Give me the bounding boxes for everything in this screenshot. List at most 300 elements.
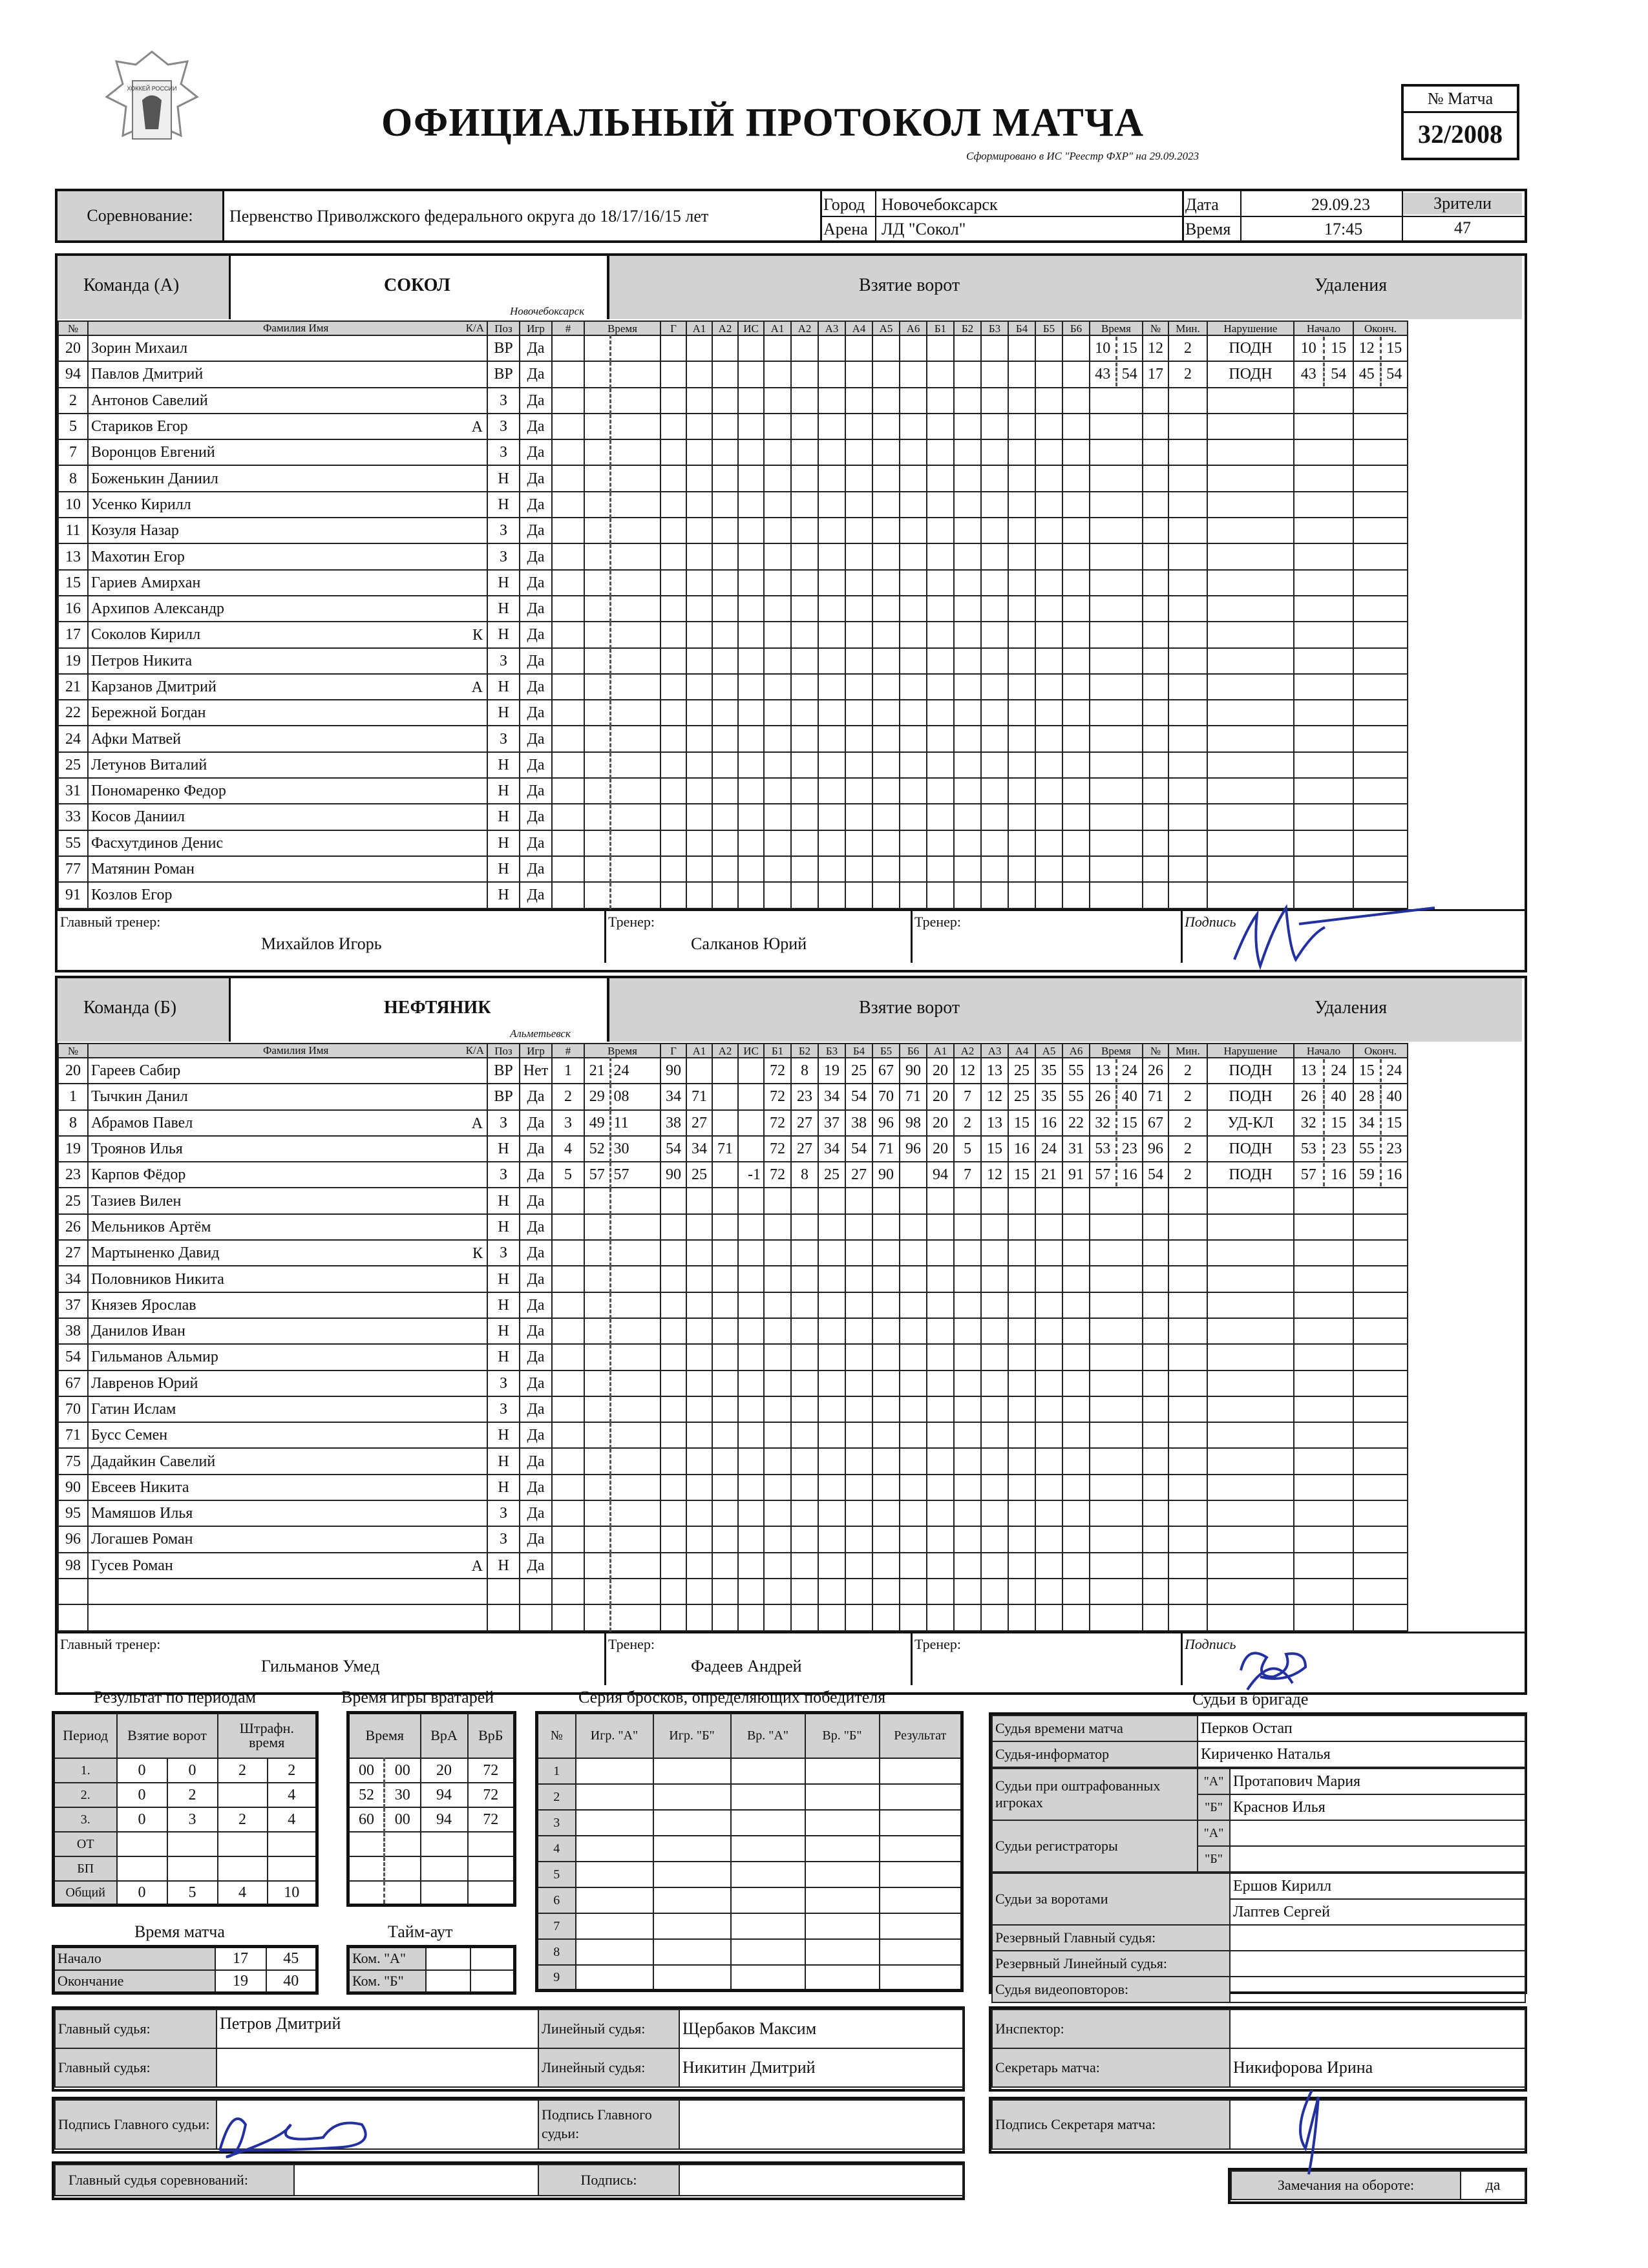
goal-on-ice xyxy=(791,361,818,387)
player-name-cell xyxy=(88,700,487,726)
goal-assist-1 xyxy=(686,804,712,830)
goal-opponent-on-ice xyxy=(1062,622,1090,647)
time-label: Время xyxy=(1185,220,1231,238)
player-played: Да xyxy=(520,570,552,596)
penalty-start-part: 10 xyxy=(1294,337,1325,360)
penalty-end-part: 55 xyxy=(1354,1137,1382,1160)
goal-time-min xyxy=(584,1188,610,1213)
reserve-main-label: Резервный Главный судья: xyxy=(992,1925,1230,1951)
goal-opponent-on-ice xyxy=(1008,1579,1035,1604)
goal-scorer xyxy=(660,882,686,908)
goal-scorer xyxy=(660,414,686,439)
penbox-b-tag: "Б" xyxy=(1198,1794,1230,1820)
player-played: Да xyxy=(520,622,552,647)
match-time-title: Время матча xyxy=(134,1922,225,1941)
goal-assist-2 xyxy=(712,622,738,647)
player-role: А xyxy=(471,1115,483,1132)
goal-opponent-on-ice xyxy=(981,1604,1008,1630)
player-played: Да xyxy=(520,492,552,518)
goal-assist-1: 34 xyxy=(686,1136,712,1162)
goal-opponent-on-ice xyxy=(1008,1422,1035,1448)
player-played: Да xyxy=(520,1526,552,1552)
goal-on-ice xyxy=(818,1318,845,1344)
goal-scorer: 90 xyxy=(660,1162,686,1188)
penalty-end xyxy=(1353,1526,1408,1552)
goal-opponent-on-ice xyxy=(954,674,981,700)
goal-on-ice xyxy=(872,1344,900,1370)
goal-on-ice xyxy=(791,726,818,751)
goal-opponent-on-ice xyxy=(981,674,1008,700)
goalie-h-time: Время xyxy=(348,1713,421,1758)
col-played: Игр xyxy=(520,1044,552,1058)
goal-opponent-on-ice xyxy=(981,1370,1008,1396)
goal-on-ice xyxy=(818,518,845,543)
goal-assist-1 xyxy=(686,1526,712,1552)
goal-assist-2 xyxy=(712,804,738,830)
player-number: 2 xyxy=(58,388,88,414)
goal-on-ice xyxy=(845,361,872,387)
player-played: Да xyxy=(520,388,552,414)
goal-opponent-on-ice xyxy=(1035,622,1062,647)
penalty-start-part: 54 xyxy=(1331,366,1347,383)
shootout-row xyxy=(537,1965,962,1991)
player-row xyxy=(58,1110,1408,1136)
goal-opponent-on-ice xyxy=(1035,388,1062,414)
player-row xyxy=(58,414,1408,439)
goal-on-ice: 27 xyxy=(791,1136,818,1162)
penalty-start xyxy=(1294,1344,1353,1370)
penalty-start xyxy=(1294,778,1353,804)
goal-on-ice xyxy=(900,752,927,778)
shootout-col: Игр. "А" xyxy=(576,1713,653,1758)
goal-opponent-on-ice xyxy=(1062,388,1090,414)
penalty-end xyxy=(1353,439,1408,465)
line-ref-label: Линейный судья: xyxy=(538,2010,679,2048)
goal-on-ice xyxy=(791,752,818,778)
penalty-end xyxy=(1353,1422,1408,1448)
goal-on-ice xyxy=(845,622,872,647)
goal-on-ice xyxy=(764,492,791,518)
goal-assist-2 xyxy=(712,1370,738,1396)
player-row xyxy=(58,726,1408,751)
goal-on-ice: 71 xyxy=(872,1136,900,1162)
goal-opponent-on-ice xyxy=(1035,804,1062,830)
penalty-minutes xyxy=(1168,1500,1207,1526)
goal-opponent-on-ice xyxy=(954,543,981,569)
goal-opponent-on-ice xyxy=(927,1448,954,1474)
goal-number xyxy=(552,752,584,778)
penalty-start xyxy=(1294,335,1353,361)
goal-opponent-on-ice: 35 xyxy=(1035,1084,1062,1109)
goalie-b: 72 xyxy=(468,1783,515,1807)
player-number: 96 xyxy=(58,1526,88,1552)
goal-on-ice xyxy=(872,674,900,700)
col-name xyxy=(88,321,487,335)
player-name: Гареев Сабир xyxy=(91,1062,181,1080)
goal-scorer xyxy=(660,1214,686,1240)
shootout-number: 4 xyxy=(537,1836,576,1862)
goal-on-ice: 72 xyxy=(764,1084,791,1109)
player-number: 10 xyxy=(58,492,88,518)
player-row xyxy=(58,492,1408,518)
player-position: Н xyxy=(487,700,520,726)
goal-opponent-on-ice xyxy=(1062,1266,1090,1292)
goal-opponent-on-ice xyxy=(981,856,1008,882)
goal-on-ice xyxy=(900,465,927,491)
penalty-minutes xyxy=(1168,648,1207,674)
pen-col-5: Оконч. xyxy=(1353,321,1408,335)
goal-on-ice xyxy=(818,752,845,778)
head-coach-label: Главный тренер: xyxy=(60,1635,161,1652)
goal-on-ice xyxy=(872,1240,900,1266)
goalie-h-b: ВрБ xyxy=(468,1713,515,1758)
goal-assist-2 xyxy=(712,1475,738,1500)
goal-assist-2 xyxy=(712,1058,738,1084)
player-position: Н xyxy=(487,492,520,518)
goal-opponent-on-ice xyxy=(927,1422,954,1448)
goal-opponent-on-ice xyxy=(1035,1292,1062,1318)
period-pim-b: 2 xyxy=(268,1758,317,1783)
shootout-cell xyxy=(880,1784,962,1810)
goal-opponent-on-ice xyxy=(981,439,1008,465)
goal-on-ice xyxy=(872,1266,900,1292)
team-b-section xyxy=(55,976,1527,1695)
line-ref-1: Щербаков Максим xyxy=(679,2010,963,2048)
goal-time-sec xyxy=(610,1553,660,1579)
penalty-end xyxy=(1353,1500,1408,1526)
player-position: Н xyxy=(487,778,520,804)
goal-scorer xyxy=(660,1292,686,1318)
player-played: Нет xyxy=(520,1058,552,1084)
goal-on-ice: 27 xyxy=(791,1110,818,1136)
goal-assist-2 xyxy=(712,439,738,465)
goal-assist-1 xyxy=(686,361,712,387)
goal-time-sec xyxy=(610,1448,660,1474)
player-number: 19 xyxy=(58,1136,88,1162)
player-name: Архипов Александр xyxy=(91,600,225,618)
goal-opponent-on-ice xyxy=(1035,778,1062,804)
goal-opponent-on-ice: 20 xyxy=(927,1110,954,1136)
goal-strength xyxy=(738,674,764,700)
goal-opponent-on-ice xyxy=(927,778,954,804)
penalty-end xyxy=(1353,1162,1408,1188)
player-row xyxy=(58,856,1408,882)
penalty-player xyxy=(1143,1266,1168,1292)
goalie-sec xyxy=(385,1832,421,1856)
period-row xyxy=(54,1783,317,1807)
goal-on-ice xyxy=(764,1370,791,1396)
shootout-table xyxy=(535,1711,964,1992)
goalie-min: 00 xyxy=(348,1758,385,1783)
penalty-start xyxy=(1294,570,1353,596)
goal-on-ice xyxy=(845,752,872,778)
goalie-sec: 00 xyxy=(385,1807,421,1832)
penalty-end xyxy=(1353,1553,1408,1579)
penalty-end-part: 23 xyxy=(1386,1140,1402,1157)
penalty-player xyxy=(1143,856,1168,882)
goal-time-sec xyxy=(610,1344,660,1370)
pen-col-4: Начало xyxy=(1294,1044,1353,1058)
goal-opponent-on-ice xyxy=(927,726,954,751)
goal-opponent-on-ice xyxy=(1008,1344,1035,1370)
goal-col-16: Б5 xyxy=(1035,321,1062,335)
pen-col-4: Начало xyxy=(1294,321,1353,335)
timekeeper-label: Судья времени матча xyxy=(992,1716,1198,1741)
penalty-player xyxy=(1143,1396,1168,1422)
penalty-player xyxy=(1143,1579,1168,1604)
goal-assist-2 xyxy=(712,882,738,908)
goal-opponent-on-ice: 21 xyxy=(1035,1162,1062,1188)
goal-opponent-on-ice xyxy=(927,518,954,543)
goal-on-ice: 8 xyxy=(791,1162,818,1188)
penalty-start xyxy=(1294,1188,1353,1213)
period-pim-b xyxy=(268,1856,317,1881)
player-name: Тазиев Вилен xyxy=(91,1192,182,1210)
goal-time-min xyxy=(584,1475,610,1500)
goal-col-5: ИС xyxy=(738,321,764,335)
player-name: Летунов Виталий xyxy=(91,756,207,773)
goal-assist-2: 71 xyxy=(712,1136,738,1162)
penalty-end xyxy=(1353,700,1408,726)
goal-opponent-on-ice xyxy=(927,1344,954,1370)
goal-strength xyxy=(738,492,764,518)
penalty-end xyxy=(1353,1579,1408,1604)
player-number: 67 xyxy=(58,1370,88,1396)
goal-opponent-on-ice xyxy=(927,1604,954,1630)
penalty-infraction xyxy=(1207,1370,1294,1396)
player-position: Н xyxy=(487,465,520,491)
goal-time-sec xyxy=(610,543,660,569)
goal-scorer xyxy=(660,700,686,726)
player-played: Да xyxy=(520,804,552,830)
goal-opponent-on-ice xyxy=(981,388,1008,414)
goal-assist-1 xyxy=(686,518,712,543)
goal-on-ice xyxy=(818,1422,845,1448)
player-name: Евсеев Никита xyxy=(91,1478,189,1496)
goal-opponent-on-ice xyxy=(981,804,1008,830)
goal-on-ice xyxy=(900,492,927,518)
goal-opponent-on-ice xyxy=(1008,804,1035,830)
goal-on-ice xyxy=(791,804,818,830)
player-name: Петров Никита xyxy=(91,652,193,669)
penalty-end xyxy=(1353,388,1408,414)
player-name: Гусев Роман xyxy=(91,1557,173,1574)
penalty-start xyxy=(1294,622,1353,647)
player-played: Да xyxy=(520,1292,552,1318)
goal-on-ice xyxy=(900,1604,927,1630)
goal-time-sec xyxy=(610,778,660,804)
penalty-start-part: 26 xyxy=(1294,1085,1325,1108)
goal-opponent-on-ice xyxy=(927,1370,954,1396)
line-ref-label-2: Линейный судья: xyxy=(538,2048,679,2087)
goal-assist-2 xyxy=(712,596,738,622)
penalty-minutes xyxy=(1168,1214,1207,1240)
player-row xyxy=(58,1188,1408,1213)
goal-opponent-on-ice xyxy=(1008,439,1035,465)
player-number: 71 xyxy=(58,1422,88,1448)
goal-on-ice xyxy=(791,1500,818,1526)
shootout-cell xyxy=(653,1810,731,1836)
goal-on-ice xyxy=(845,830,872,856)
goal-assist-2 xyxy=(712,1553,738,1579)
shootout-row xyxy=(537,1913,962,1939)
penalty-start xyxy=(1294,1396,1353,1422)
player-name-cell xyxy=(88,1266,487,1292)
goalie-min: 60 xyxy=(348,1807,385,1832)
scorers-b-tag: "Б" xyxy=(1198,1846,1230,1872)
goal-opponent-on-ice: 7 xyxy=(954,1084,981,1109)
goalie-a xyxy=(421,1856,468,1881)
penalty-player: 67 xyxy=(1143,1110,1168,1136)
goal-time-sec xyxy=(610,570,660,596)
shootout-col: Вр. "Б" xyxy=(805,1713,880,1758)
goal-opponent-on-ice xyxy=(954,804,981,830)
goal-opponent-on-ice xyxy=(954,700,981,726)
goal-opponent-on-ice xyxy=(1008,700,1035,726)
goal-assist-2 xyxy=(712,1526,738,1552)
penalty-end xyxy=(1353,648,1408,674)
player-name-cell xyxy=(88,1553,487,1579)
goal-opponent-on-ice xyxy=(1008,492,1035,518)
goal-opponent-on-ice xyxy=(927,1579,954,1604)
goal-on-ice: 72 xyxy=(764,1162,791,1188)
goal-opponent-on-ice: 24 xyxy=(1035,1136,1062,1162)
player-played: Да xyxy=(520,1396,552,1422)
goal-number: 5 xyxy=(552,1162,584,1188)
goal-on-ice xyxy=(872,1370,900,1396)
goal-on-ice: 25 xyxy=(818,1162,845,1188)
goal-on-ice xyxy=(900,518,927,543)
shootout-number: 3 xyxy=(537,1810,576,1836)
player-number: 26 xyxy=(58,1214,88,1240)
penalty-player xyxy=(1143,1370,1168,1396)
goal-on-ice xyxy=(818,700,845,726)
player-name: Козлов Егор xyxy=(91,887,173,904)
goal-opponent-on-ice xyxy=(1035,1526,1062,1552)
goal-opponent-on-ice xyxy=(1062,752,1090,778)
goal-opponent-on-ice xyxy=(1035,1579,1062,1604)
goal-on-ice xyxy=(764,856,791,882)
player-row xyxy=(58,1318,1408,1344)
goal-on-ice xyxy=(900,882,927,908)
pen-col-0: Время xyxy=(1090,1044,1143,1058)
penalty-start-part: 57 xyxy=(1294,1163,1325,1186)
goal-col-17: Б6 xyxy=(1062,321,1090,335)
goal-on-ice xyxy=(872,465,900,491)
goal-on-ice xyxy=(900,1188,927,1213)
goal-opponent-on-ice xyxy=(927,1475,954,1500)
player-row xyxy=(58,1553,1408,1579)
penalty-end xyxy=(1353,804,1408,830)
goal-opponent-on-ice xyxy=(1035,882,1062,908)
pen-col-2: Мин. xyxy=(1168,1044,1207,1058)
goal-scorer xyxy=(660,388,686,414)
goal-opponent-on-ice: 55 xyxy=(1062,1058,1090,1084)
player-name-cell xyxy=(88,1240,487,1266)
penalty-time-part: 16 xyxy=(1121,1166,1137,1184)
player-row xyxy=(58,1475,1408,1500)
goal-strength xyxy=(738,1188,764,1213)
goal-on-ice xyxy=(791,1448,818,1474)
goal-scorer xyxy=(660,1526,686,1552)
penalty-minutes xyxy=(1168,882,1207,908)
goal-on-ice: 19 xyxy=(818,1058,845,1084)
goal-on-ice xyxy=(900,596,927,622)
goal-on-ice xyxy=(818,1344,845,1370)
match-end-label: Окончание xyxy=(54,1970,215,1993)
penalty-end xyxy=(1353,570,1408,596)
goal-on-ice xyxy=(818,465,845,491)
penalty-end xyxy=(1353,1214,1408,1240)
period-pim-a xyxy=(218,1856,268,1881)
penalty-minutes xyxy=(1168,1448,1207,1474)
spectators-label: Зрители xyxy=(1403,193,1522,215)
goal-time-min xyxy=(584,1553,610,1579)
penalty-end xyxy=(1353,1318,1408,1344)
goal-strength xyxy=(738,622,764,647)
goal-on-ice xyxy=(764,1553,791,1579)
goal-opponent-on-ice xyxy=(1035,752,1062,778)
penalty-end xyxy=(1353,1188,1408,1213)
goal-opponent-on-ice: 20 xyxy=(927,1084,954,1109)
goal-time-min xyxy=(584,335,610,361)
goal-opponent-on-ice xyxy=(1008,596,1035,622)
period-name: Общий xyxy=(54,1881,117,1906)
goal-number xyxy=(552,414,584,439)
goal-time-sec xyxy=(610,1396,660,1422)
period-goals-b: 2 xyxy=(167,1783,218,1807)
goal-opponent-on-ice xyxy=(954,439,981,465)
goal-opponent-on-ice xyxy=(1008,1526,1035,1552)
penalty-infraction: ПОДН xyxy=(1207,1084,1294,1109)
goal-strength xyxy=(738,1604,764,1630)
goal-opponent-on-ice xyxy=(1062,700,1090,726)
goal-opponent-on-ice xyxy=(1035,361,1062,387)
goal-time-min xyxy=(584,856,610,882)
goal-opponent-on-ice xyxy=(1008,674,1035,700)
main-ref-2 xyxy=(217,2048,538,2087)
shootout-cell xyxy=(805,1758,880,1784)
goal-opponent-on-ice xyxy=(1062,882,1090,908)
player-played xyxy=(520,1604,552,1630)
period-goals-b xyxy=(167,1832,218,1856)
player-number: 27 xyxy=(58,1240,88,1266)
goal-on-ice xyxy=(791,778,818,804)
goal-opponent-on-ice: 55 xyxy=(1062,1084,1090,1109)
goal-opponent-on-ice xyxy=(927,752,954,778)
goal-time-min xyxy=(584,465,610,491)
player-row xyxy=(58,700,1408,726)
match-start-label: Начало xyxy=(54,1947,215,1970)
player-played: Да xyxy=(520,648,552,674)
penalty-minutes xyxy=(1168,1396,1207,1422)
goal-opponent-on-ice xyxy=(981,752,1008,778)
period-goals-b xyxy=(167,1856,218,1881)
penalty-end-part: 28 xyxy=(1354,1085,1382,1108)
goal-opponent-on-ice xyxy=(954,414,981,439)
penalty-minutes xyxy=(1168,804,1207,830)
shootout-cell xyxy=(805,1965,880,1991)
main-referee-signature xyxy=(194,2086,401,2170)
penalty-player xyxy=(1143,1553,1168,1579)
goal-opponent-on-ice: 22 xyxy=(1062,1110,1090,1136)
goal-strength xyxy=(738,1448,764,1474)
goal-on-ice xyxy=(818,1475,845,1500)
penalty-time xyxy=(1090,1344,1143,1370)
player-row xyxy=(58,1058,1408,1084)
penalty-minutes xyxy=(1168,830,1207,856)
goal-on-ice xyxy=(764,361,791,387)
